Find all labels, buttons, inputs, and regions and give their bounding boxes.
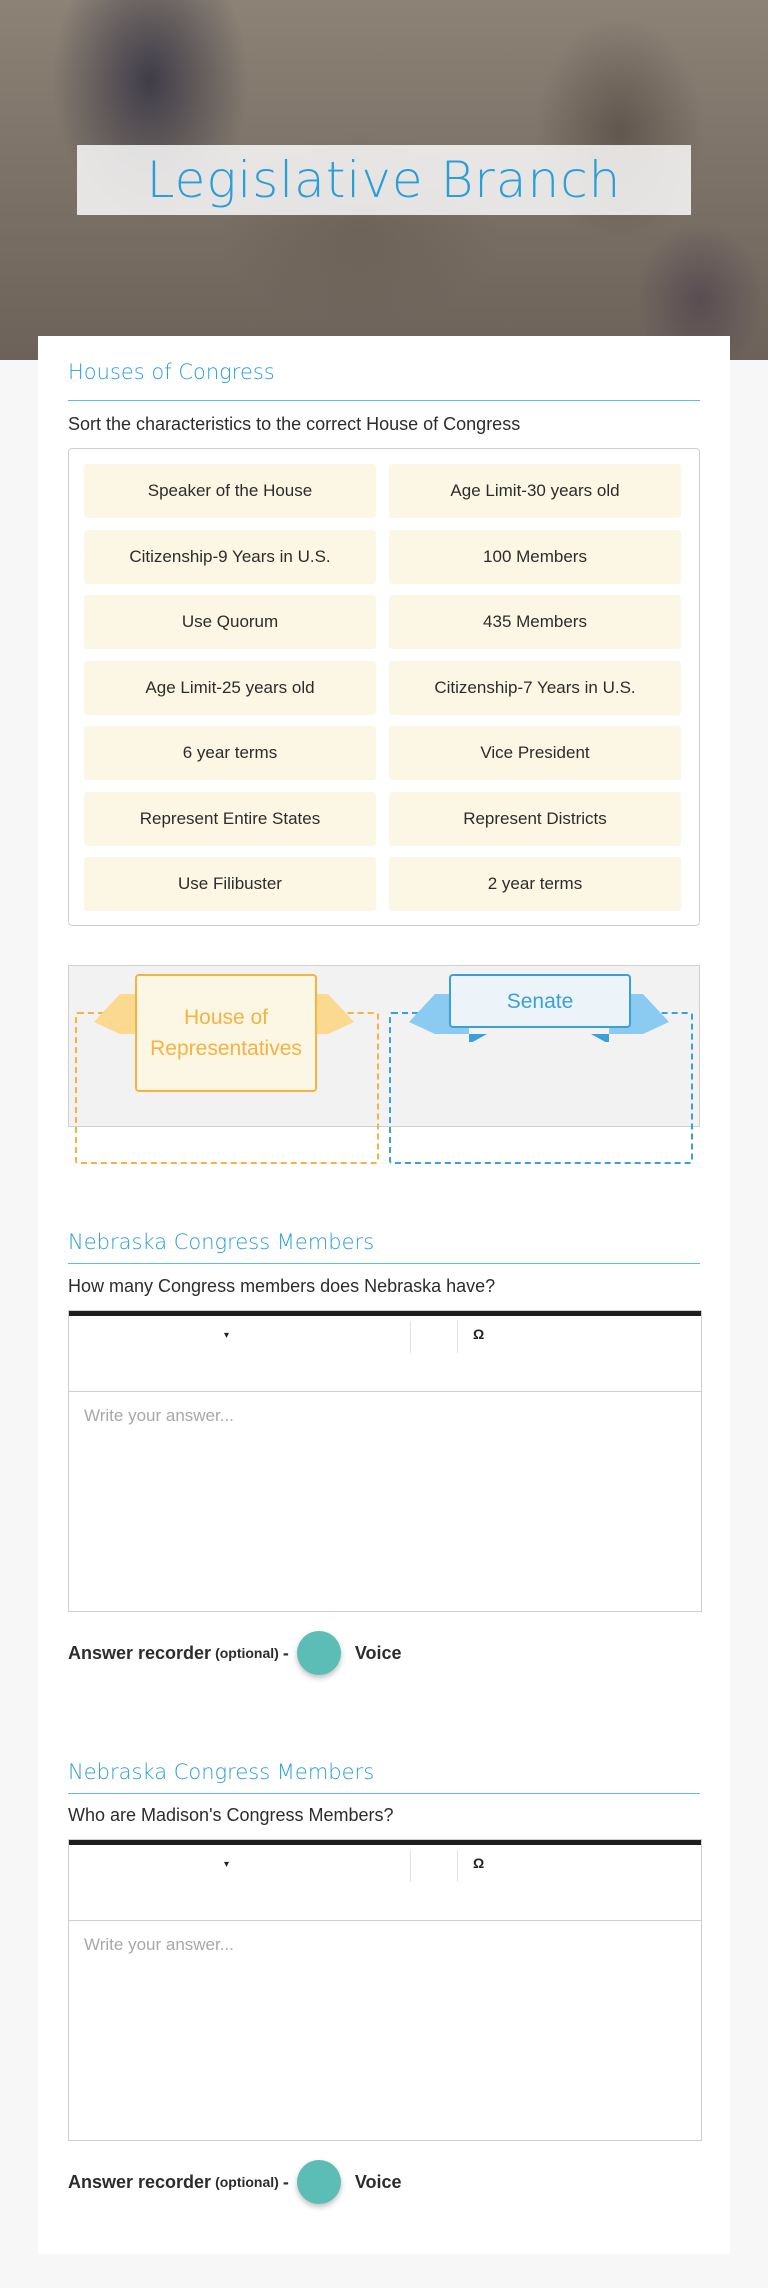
recorder-dash: - (282, 2171, 289, 2192)
page-title: Legislative Branch (146, 151, 622, 209)
sort-item[interactable]: 100 Members (389, 530, 681, 584)
section-title-q2: Nebraska Congress Members (68, 1760, 375, 1784)
section-title-q1: Nebraska Congress Members (68, 1230, 375, 1254)
sort-item[interactable]: Speaker of the House (84, 464, 376, 518)
toolbar-separator (410, 1321, 411, 1353)
special-character-icon[interactable]: Ω (473, 1326, 485, 1342)
editor-toolbar (69, 1845, 701, 1921)
sort-item[interactable]: Use Filibuster (84, 857, 376, 911)
section-divider (68, 400, 700, 401)
sort-item[interactable]: Age Limit-30 years old (389, 464, 681, 518)
toolbar-separator (457, 1850, 458, 1882)
question1-prompt: How many Congress members does Nebraska have? (68, 1276, 496, 1296)
sort-item[interactable]: Age Limit-25 years old (84, 661, 376, 715)
sort-item[interactable]: Use Quorum (84, 595, 376, 649)
worksheet-card (38, 336, 730, 2254)
section-divider (68, 1793, 700, 1794)
format-dropdown-icon[interactable]: ▾ (224, 1859, 230, 1870)
title-box (77, 145, 691, 215)
record-voice-button[interactable] (297, 2160, 341, 2204)
answer-recorder-q1 (68, 1630, 402, 1676)
recorder-voice-label: Voice (354, 2171, 402, 2192)
recorder-voice-label: Voice (354, 1642, 402, 1663)
sort-item[interactable]: 435 Members (389, 595, 681, 649)
sort-items-container (68, 448, 700, 926)
sort-item[interactable]: Represent Entire States (84, 792, 376, 846)
recorder-label: Answer recorder (68, 2171, 212, 2192)
question2-prompt: Who are Madison's Congress Members? (68, 1805, 394, 1825)
answer-input-q1[interactable] (69, 1392, 701, 1611)
sort-item[interactable]: Vice President (389, 726, 681, 780)
answer-recorder-q2 (68, 2159, 402, 2205)
toolbar-separator (410, 1850, 411, 1882)
editor-toolbar (69, 1316, 701, 1392)
sort-item[interactable]: Citizenship-9 Years in U.S. (84, 530, 376, 584)
recorder-optional: (optional) (215, 1645, 279, 1661)
section-divider (68, 1263, 700, 1264)
sort-item[interactable]: Represent Districts (389, 792, 681, 846)
special-character-icon[interactable]: Ω (473, 1855, 485, 1871)
answer-editor-q1 (68, 1310, 702, 1612)
sort-item[interactable]: 6 year terms (84, 726, 376, 780)
header-banner (0, 0, 768, 360)
category-label-house: House of Representatives (135, 974, 317, 1092)
drop-zones-container (68, 965, 700, 1127)
category-label-senate: Senate (449, 974, 631, 1028)
recorder-dash: - (282, 1642, 289, 1663)
answer-input-q2[interactable] (69, 1921, 701, 2140)
format-dropdown-icon[interactable]: ▾ (224, 1330, 230, 1341)
recorder-label: Answer recorder (68, 1642, 212, 1663)
toolbar-separator (457, 1321, 458, 1353)
record-voice-button[interactable] (297, 1631, 341, 1675)
section-title-houses: Houses of Congress (68, 360, 275, 384)
sort-item[interactable]: Citizenship-7 Years in U.S. (389, 661, 681, 715)
recorder-optional: (optional) (215, 2174, 279, 2190)
answer-editor-q2 (68, 1839, 702, 2141)
sort-item[interactable]: 2 year terms (389, 857, 681, 911)
sorting-prompt: Sort the characteristics to the correct House of Congress (68, 414, 521, 434)
